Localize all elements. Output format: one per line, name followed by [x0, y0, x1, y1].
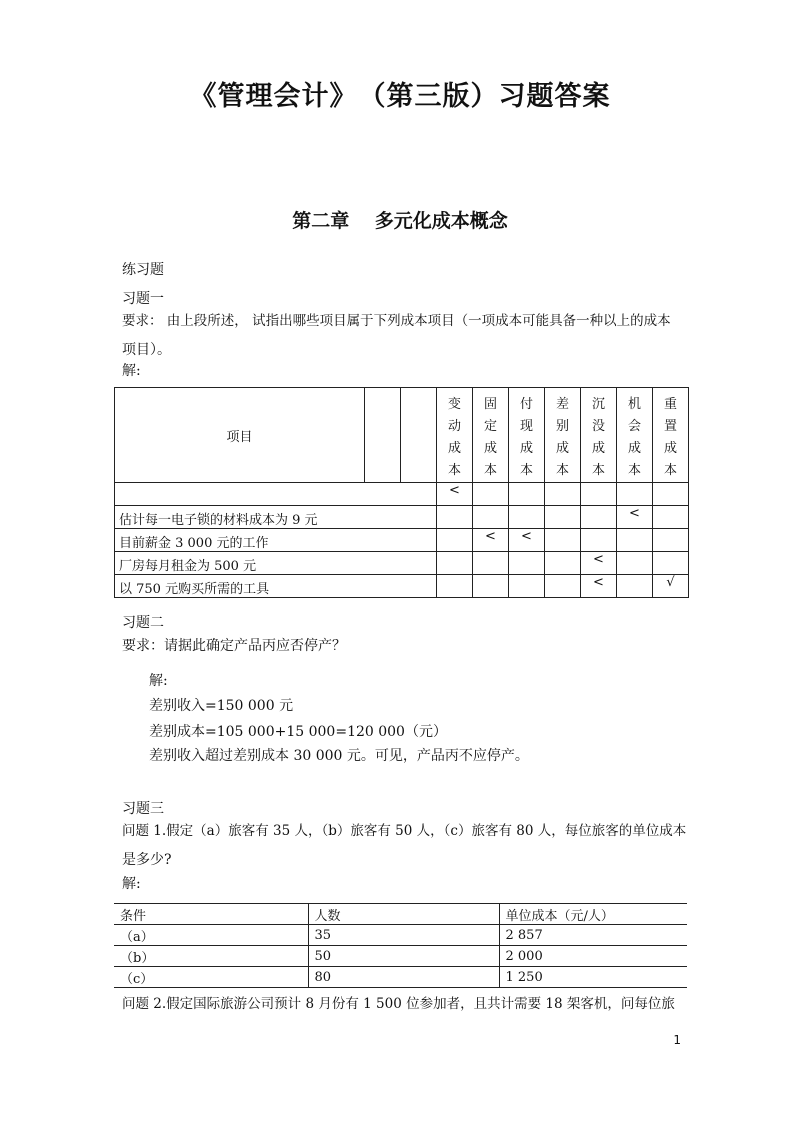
table-cell: 50: [308, 946, 499, 967]
header-char: 本: [627, 463, 641, 478]
check-mark-cell: <: [473, 529, 509, 552]
header-char: 成: [627, 441, 641, 456]
header-char: 动: [447, 419, 461, 434]
header-char: 固: [483, 397, 497, 412]
check-mark-cell: <: [581, 575, 617, 598]
table-cell: （b）: [114, 946, 308, 967]
check-mark-cell: [509, 483, 545, 506]
row-item-label: 估计每一电子锁的材料成本为 9 元: [115, 506, 437, 529]
table-header-row: [115, 388, 689, 483]
exercise-3-solution-label: 解:: [122, 876, 141, 892]
header-char: 本: [591, 463, 605, 478]
table-cell: （a）: [114, 925, 308, 946]
check-mark-cell: [473, 575, 509, 598]
document-title: 《管理会计》 （第三版）习题答案: [189, 81, 611, 112]
check-mark-cell: [509, 552, 545, 575]
header-char: 本: [663, 463, 677, 478]
table-cell: 2 857: [499, 925, 687, 946]
header-char: 差: [555, 397, 569, 412]
table-row: [115, 506, 689, 529]
row-item-label: [115, 483, 437, 506]
check-mark-cell: [653, 483, 689, 506]
table-cell: 80: [308, 967, 499, 988]
check-mark-cell: √: [653, 575, 689, 598]
header-char: 别: [555, 419, 569, 434]
chapter-title: 第二章 多元化成本概念: [292, 210, 508, 232]
cost-type-header: [617, 388, 653, 483]
table-cell: 1 250: [499, 967, 687, 988]
check-mark-cell: [581, 483, 617, 506]
check-mark-cell: [653, 552, 689, 575]
header-char: 成: [663, 441, 677, 456]
exercise-2-requirement: 要求：请据此确定产品丙应否停产？: [122, 638, 346, 654]
header-spacer: [401, 388, 437, 483]
check-mark-cell: [437, 506, 473, 529]
check-mark-cell: [653, 506, 689, 529]
header-char: 重: [663, 397, 677, 412]
exercise-3-question-1-cont: 是多少?: [122, 852, 172, 868]
header-char: 机: [627, 397, 641, 412]
header-spacer: [365, 388, 401, 483]
table-cell: （c）: [114, 967, 308, 988]
header-char: 变: [447, 397, 461, 412]
header-char: 现: [519, 419, 533, 434]
check-mark-cell: <: [617, 506, 653, 529]
header-char: 成: [555, 441, 569, 456]
header-char: 定: [483, 419, 497, 434]
column-header: 人数: [308, 904, 499, 925]
row-item-label: 目前薪金 3 000 元的工作: [115, 529, 437, 552]
table-row: [115, 552, 689, 575]
unit-cost-table: [114, 903, 687, 988]
cost-type-header: [473, 388, 509, 483]
exercise-3-heading: 习题三: [122, 801, 164, 817]
check-mark-cell: [545, 529, 581, 552]
table-row: [114, 946, 687, 967]
check-mark-cell: [545, 575, 581, 598]
row-item-label: 以 750 元购买所需的工具: [115, 575, 437, 598]
check-mark-cell: [581, 529, 617, 552]
header-char: 成: [447, 441, 461, 456]
cost-type-header: [509, 388, 545, 483]
header-char: 成: [591, 441, 605, 456]
cost-type-header: [581, 388, 617, 483]
header-char: 成: [483, 441, 497, 456]
check-mark-cell: [581, 506, 617, 529]
check-mark-cell: [617, 552, 653, 575]
exercise-1-requirement: 要求： 由上段所述， 试指出哪些项目属于下列成本项目（一项成本可能具备一种以上的成本: [122, 313, 671, 329]
check-mark-cell: [545, 552, 581, 575]
check-mark-cell: [473, 483, 509, 506]
table-cell: 2 000: [499, 946, 687, 967]
exercise-1-requirement-cont: 项目）。: [122, 342, 171, 358]
conclusion-line: 差别收入超过差别成本 30 000 元。可见，产品丙不应停产。: [149, 748, 529, 764]
exercise-2-heading: 习题二: [122, 615, 164, 631]
check-mark-cell: [617, 575, 653, 598]
header-char: 本: [555, 463, 569, 478]
exercise-1-heading: 习题一: [122, 291, 164, 307]
check-mark-cell: <: [509, 529, 545, 552]
differential-revenue-line: 差别收入=150 000 元: [149, 698, 294, 714]
header-char: 本: [447, 463, 461, 478]
header-char: 付: [519, 397, 533, 412]
header-char: 置: [663, 419, 677, 434]
section-label: 练习题: [122, 262, 164, 278]
header-char: 沉: [591, 397, 605, 412]
header-char: 本: [483, 463, 497, 478]
header-char: 会: [627, 419, 641, 434]
cost-type-header: [437, 388, 473, 483]
column-header: 条件: [114, 904, 308, 925]
exercise-3-question-2: 问题 2.假定国际旅游公司预计 8 月份有 1 500 位参加者，且共计需要 18 架客机，问每位旅: [122, 996, 675, 1012]
check-mark-cell: [545, 483, 581, 506]
check-mark-cell: [437, 575, 473, 598]
check-mark-cell: [473, 506, 509, 529]
table-row: [114, 967, 687, 988]
check-mark-cell: [509, 575, 545, 598]
check-mark-cell: [617, 529, 653, 552]
page-number: 1: [673, 1033, 681, 1047]
table-row: [114, 925, 687, 946]
table-row: [115, 575, 689, 598]
table-header-row: [114, 904, 687, 925]
differential-cost-line: 差别成本=105 000+15 000=120 000（元）: [149, 724, 447, 740]
check-mark-cell: [437, 552, 473, 575]
table-row: [115, 483, 689, 506]
cost-type-header: [545, 388, 581, 483]
check-mark-cell: [437, 529, 473, 552]
header-char: 没: [591, 419, 605, 434]
header-char: 成: [519, 441, 533, 456]
exercise-1-solution-label: 解:: [122, 363, 141, 379]
exercise-3-question-1: 问题 1.假定（a）旅客有 35 人，（b）旅客有 50 人，（c）旅客有 80 人，每位旅客的单位成本: [122, 823, 687, 839]
cost-type-header: [653, 388, 689, 483]
exercise-2-solution-label: 解:: [149, 673, 168, 689]
check-mark-cell: <: [581, 552, 617, 575]
cost-classification-table: [114, 387, 689, 598]
check-mark-cell: [545, 506, 581, 529]
table-row: [115, 529, 689, 552]
header-char: 本: [519, 463, 533, 478]
check-mark-cell: [509, 506, 545, 529]
item-header: 项目: [115, 388, 365, 483]
table-cell: 35: [308, 925, 499, 946]
column-header: 单位成本（元/人）: [499, 904, 687, 925]
check-mark-cell: [617, 483, 653, 506]
check-mark-cell: <: [437, 483, 473, 506]
check-mark-cell: [473, 552, 509, 575]
check-mark-cell: [653, 529, 689, 552]
row-item-label: 厂房每月租金为 500 元: [115, 552, 437, 575]
